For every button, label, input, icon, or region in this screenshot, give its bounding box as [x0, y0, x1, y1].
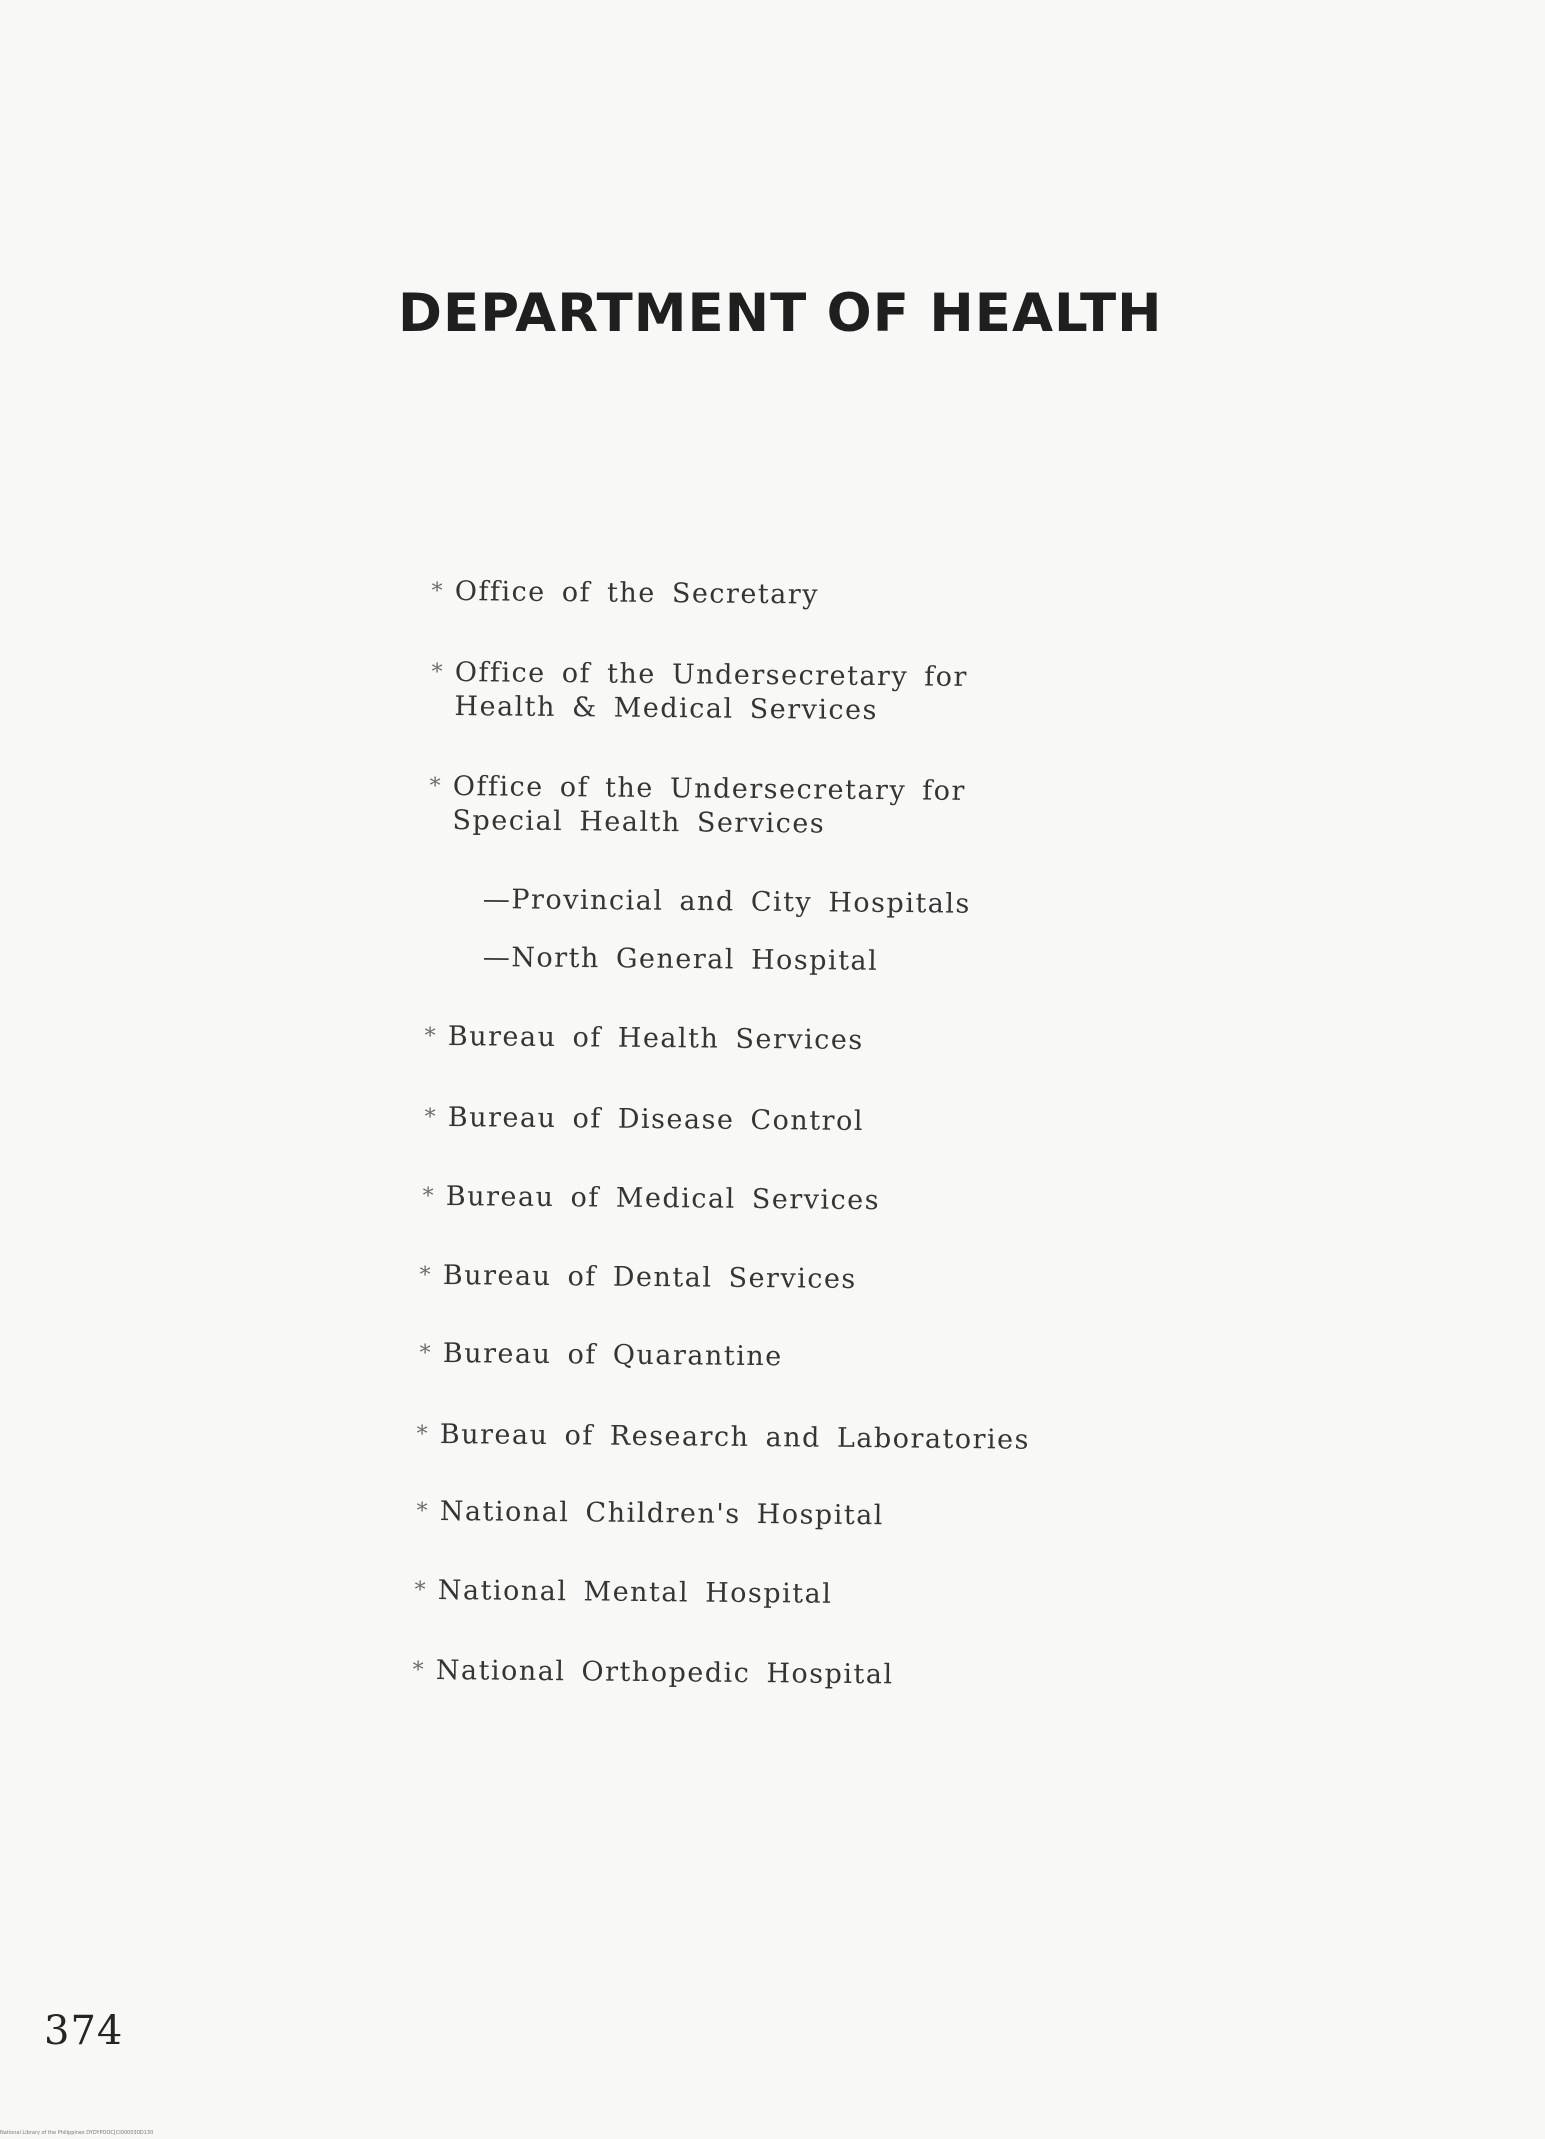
- list-item-bureau-research-laboratories: [416, 1418, 1120, 1459]
- list-item-text: Office of the Undersecretary for Health & Medical Services: [454, 656, 969, 727]
- list-item-national-orthopedic-hospital: [412, 1654, 1116, 1695]
- list-item-bureau-dental-services: [419, 1259, 1123, 1300]
- list-item-office-undersecretary-health-medical: [431, 656, 1065, 730]
- list-item-text: Bureau of Dental Services: [442, 1260, 857, 1295]
- list-item-bureau-health-services: [424, 1020, 1128, 1061]
- bullet-star-icon: *: [416, 1498, 430, 1524]
- bullet-star-icon: *: [429, 773, 443, 799]
- list-item-office-undersecretary-special-health: [429, 770, 1063, 844]
- bullet-star-icon: *: [419, 1340, 433, 1366]
- list-item-national-mental-hospital: [414, 1574, 1118, 1615]
- list-item-bureau-medical-services: [422, 1180, 1126, 1221]
- list-item-text: Bureau of Health Services: [447, 1020, 864, 1056]
- page-title: DEPARTMENT OF HEALTH: [398, 283, 1163, 344]
- subitem-provincial-city-hospitals: —Provincial and City Hospitals: [482, 883, 971, 920]
- list-item-text: Bureau of Disease Control: [447, 1102, 865, 1137]
- list-item-text: Bureau of Quarantine: [442, 1338, 783, 1373]
- page-number: 374: [44, 2008, 124, 2054]
- list-item-text: Office of the Secretary: [454, 575, 820, 611]
- list-item-text: National Children's Hospital: [439, 1496, 885, 1532]
- list-item-text: Bureau of Research and Laboratories: [439, 1419, 1031, 1456]
- list-item-bureau-disease-control: [424, 1101, 1128, 1142]
- bullet-star-icon: *: [414, 1577, 428, 1603]
- bullet-star-icon: *: [422, 1183, 436, 1209]
- list-item-office-secretary: [431, 575, 1135, 616]
- list-item-text: National Mental Hospital: [437, 1575, 833, 1610]
- bullet-star-icon: *: [431, 578, 445, 604]
- bullet-star-icon: *: [424, 1023, 438, 1049]
- bullet-star-icon: *: [424, 1104, 438, 1130]
- subitem-north-general-hospital: —North General Hospital: [482, 941, 879, 977]
- bullet-star-icon: *: [416, 1421, 430, 1447]
- list-item-text: Bureau of Medical Services: [445, 1181, 881, 1217]
- bullet-star-icon: *: [412, 1657, 426, 1683]
- list-item-national-childrens-hospital: [416, 1495, 1120, 1536]
- footer-credit: National Library of the Philippines DYDYPOOC[CI000030D130: [0, 2130, 154, 2136]
- list-item-bureau-quarantine: [419, 1337, 1123, 1378]
- list-item-text: Office of the Undersecretary for Special Health Services: [452, 770, 967, 840]
- list-item-text: National Orthopedic Hospital: [435, 1655, 894, 1691]
- bullet-star-icon: *: [431, 659, 445, 685]
- bullet-star-icon: *: [419, 1262, 433, 1288]
